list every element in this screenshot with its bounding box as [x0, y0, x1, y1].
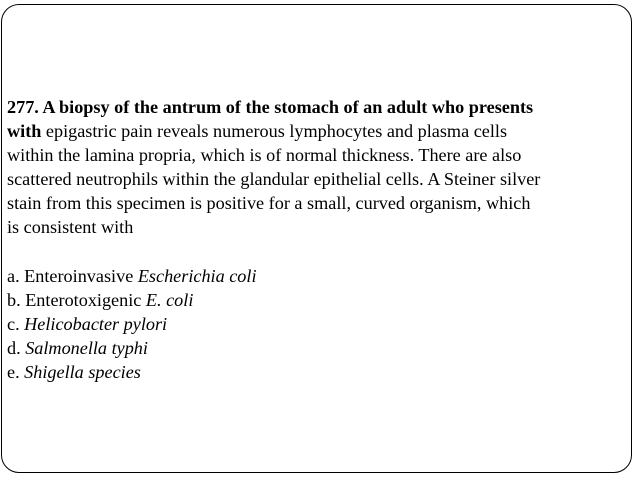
option-letter: b. [7, 289, 26, 310]
option-italic-name: Shigella species [24, 361, 141, 382]
question-stem-bold-word: with [7, 121, 42, 142]
answer-option-e[interactable] [7, 360, 629, 384]
option-letter: a. [7, 265, 25, 286]
option-prefix: Enterotoxigenic [25, 289, 146, 310]
answer-option-b[interactable] [7, 288, 629, 312]
option-letter: e. [7, 361, 25, 382]
question-stem-text: epigastric pain reveals numerous lymphocytes and plasma cells [41, 121, 508, 142]
option-prefix: Enteroinvasive [24, 265, 138, 286]
answer-options [7, 264, 629, 384]
question-stem-line-3: within the lamina propria, which is of normal thickness. There are also [7, 145, 522, 166]
question-stem-line-5: stain from this specimen is positive for a small, curved organism, which [7, 193, 531, 214]
question-stem-line-6: is consistent with [7, 217, 134, 238]
question-stem-line-4: scattered neutrophils within the glandular epithelial cells. A Steiner silver [7, 169, 541, 190]
option-italic-name: Escherichia coli [137, 265, 257, 286]
option-letter: c. [7, 313, 25, 334]
answer-option-c[interactable] [7, 312, 629, 336]
answer-option-a[interactable] [7, 264, 629, 288]
question-stem-line-2 [7, 119, 629, 143]
option-italic-name: E. coli [145, 289, 194, 310]
question-stem-bold-line: 277. A biopsy of the antrum of the stomach of an adult who presents [7, 97, 534, 117]
question-stem [7, 95, 629, 240]
option-letter: d. [7, 337, 26, 358]
option-italic-name: Salmonella typhi [25, 337, 148, 358]
answer-option-d[interactable] [7, 336, 629, 360]
question-block [7, 95, 629, 384]
option-italic-name: Helicobacter pylori [24, 313, 168, 334]
